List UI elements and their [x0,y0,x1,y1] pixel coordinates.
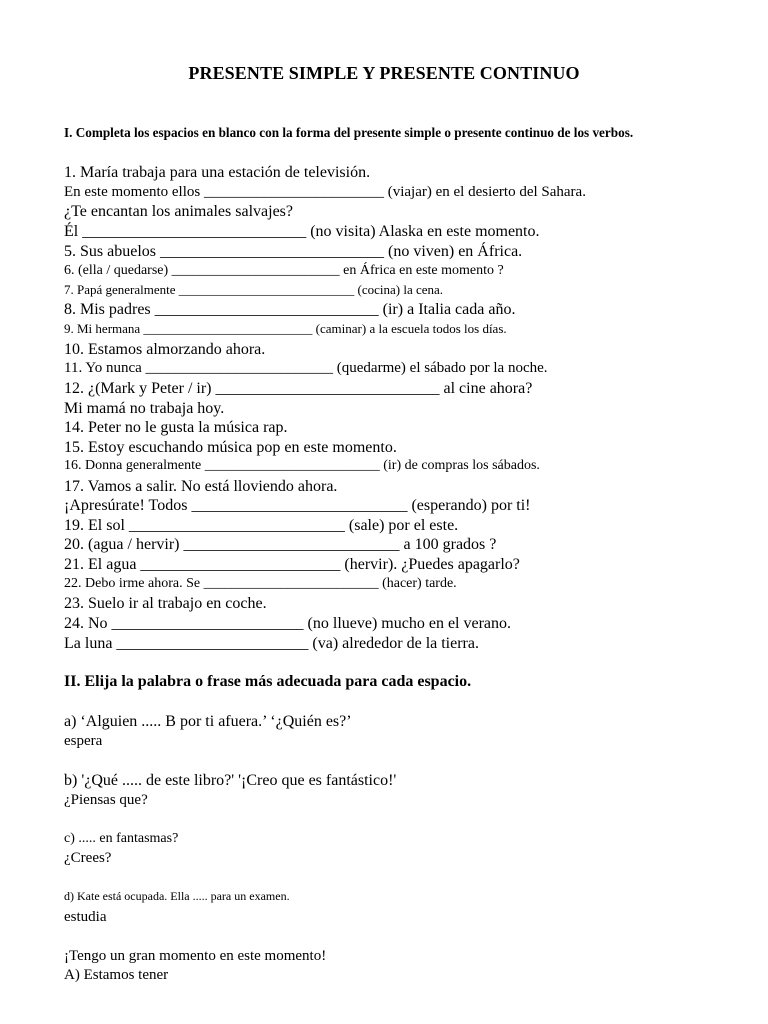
exercise-line: 6. (ella / quedarse) ________________________ en África en este momento ? [64,263,504,278]
exercise-line: 9. Mi hermana __________________________ (caminar) a la escuela todos los días. [64,321,507,336]
answer-line: A) Estamos tener [64,967,169,983]
exercise-line: 8. Mis padres ____________________________ (ir) a Italia cada año. [64,301,516,318]
exercise-line: 5. Sus abuelos ____________________________ (no viven) en África. [64,243,523,260]
exercise-line: 19. El sol ___________________________ (sale) por el este. [64,517,459,534]
exercise-line: En este momento ellos ________________________ (viajar) en el desierto del Sahara. [64,184,586,200]
answer-line: ¿Piensas que? [64,792,148,808]
exercise-line: 12. ¿(Mark y Peter / ir) ____________________________ al cine ahora? [64,380,533,397]
exercise-line: 10. Estamos almorzando ahora. [64,341,266,358]
answer-line: ¿Crees? [64,850,112,866]
exercise-line: 7. Papá generalmente ___________________________ (cocina) la cena. [64,282,444,297]
exercise-line: Él ____________________________ (no visita) Alaska en este momento. [64,223,540,240]
exercise-line: 22. Debo irme ahora. Se _________________________ (hacer) tarde. [64,576,457,591]
exercise-line: 21. El agua _________________________ (hervir). ¿Puedes apagarlo? [64,556,520,573]
page-title: PRESENTE SIMPLE Y PRESENTE CONTINUO [188,63,580,83]
exercise-line: 16. Donna generalmente _________________________ (ir) de compras los sábados. [64,458,540,473]
answer-line: estudia [64,909,107,925]
exercise-line: 15. Estoy escuchando música pop en este momento. [64,439,397,456]
exercise-line: 23. Suelo ir al trabajo en coche. [64,595,267,612]
exercise-line: 20. (agua / hervir) ___________________________ a 100 grados ? [64,536,497,553]
answer-line: espera [64,733,103,749]
exercise-line: 1. María trabaja para una estación de televisión. [64,164,371,181]
exercise-line: La luna ________________________ (va) alrededor de la tierra. [64,635,479,652]
section2-instruction: II. Elija la palabra o frase más adecuada para cada espacio. [64,673,472,690]
question-line: d) Kate está ocupada. Ella ..... para un examen. [64,889,290,903]
question-line: a) ‘Alguien ..... B por ti afuera.’ ‘¿Quién es?’ [64,713,352,730]
exercise-line: 14. Peter no le gusta la música rap. [64,419,288,436]
exercise-line: ¡Apresúrate! Todos ___________________________ (esperando) por ti! [64,497,531,514]
exercise-line: 11. Yo nunca _________________________ (quedarme) el sábado por la noche. [64,360,548,376]
exercise-line: 17. Vamos a salir. No está lloviendo ahora. [64,478,338,495]
exercise-line: ¿Te encantan los animales salvajes? [64,203,293,220]
exercise-line: 24. No ________________________ (no llueve) mucho en el verano. [64,615,512,632]
exercise-line: Mi mamá no trabaja hoy. [64,400,225,417]
question-line: c) ..... en fantasmas? [64,831,179,846]
question-line: ¡Tengo un gran momento en este momento! [64,948,327,964]
section1-instruction: I. Completa los espacios en blanco con la forma del presente simple o presente continuo de los verbos. [64,125,634,140]
question-line: b) '¿Qué ..... de este libro?' '¡Creo que es fantástico!' [64,772,397,789]
